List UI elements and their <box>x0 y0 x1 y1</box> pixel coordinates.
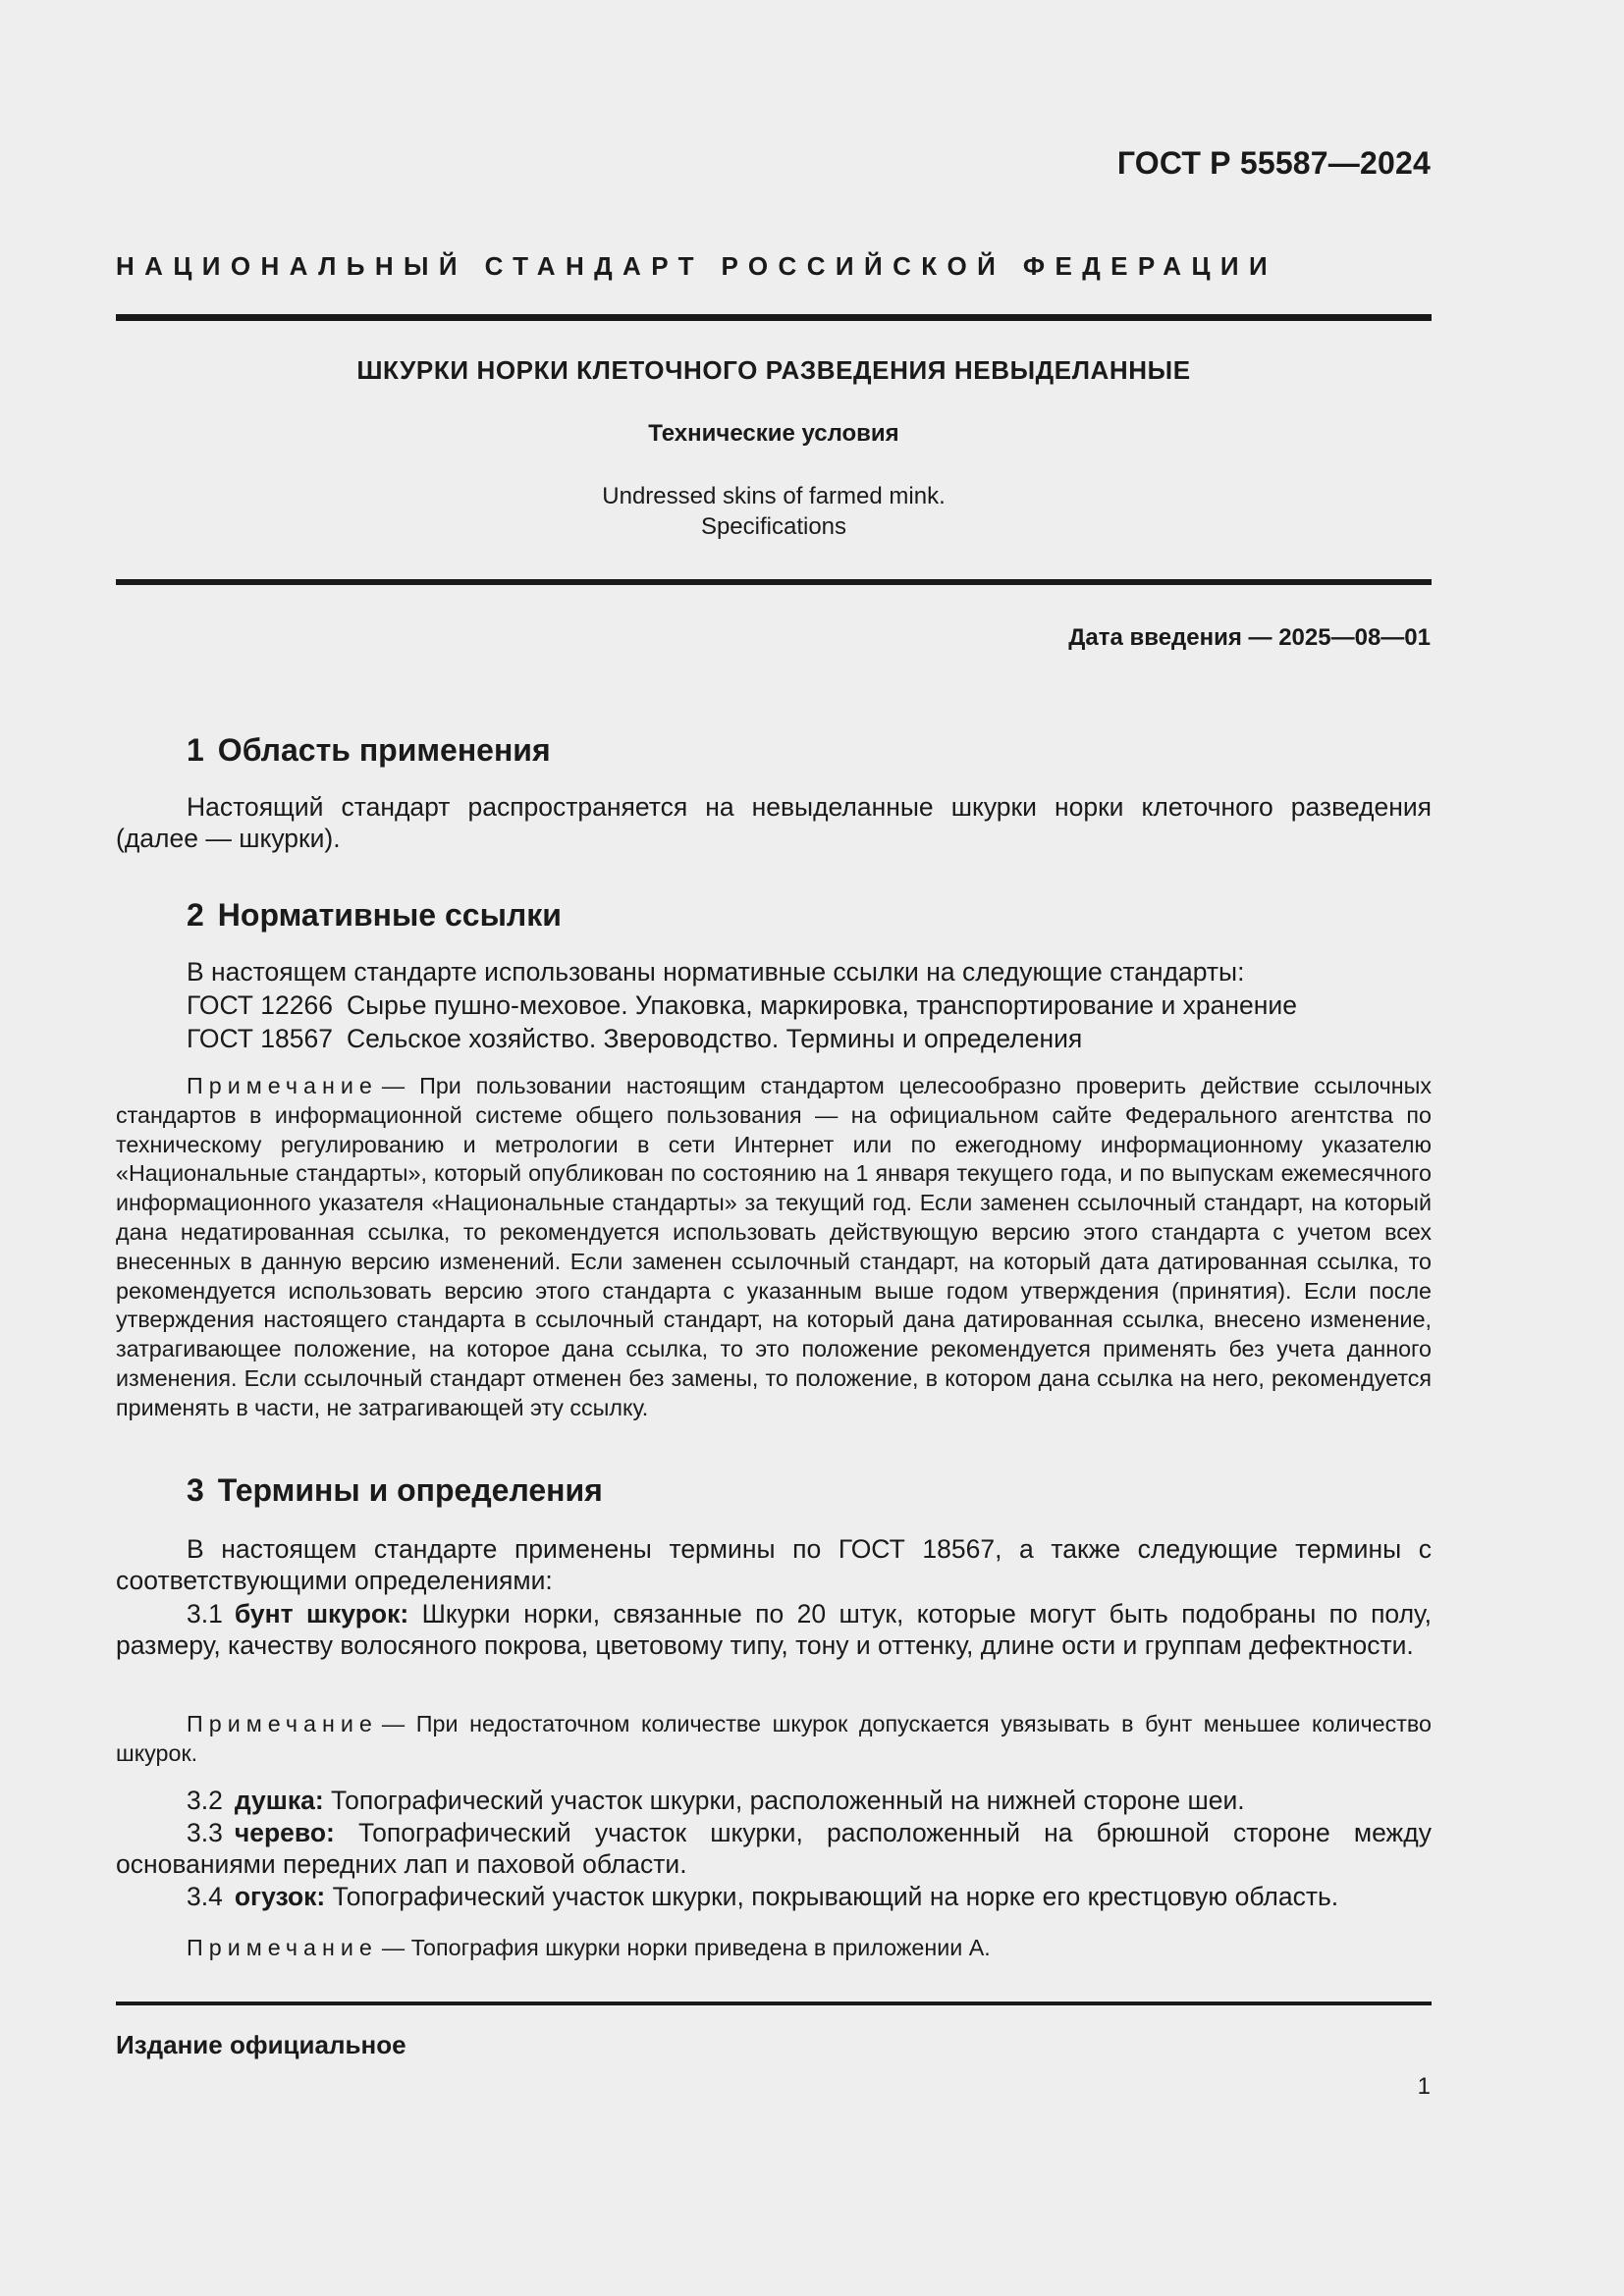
section-number: 1 <box>187 732 204 768</box>
note-label: Примечание <box>187 1073 378 1098</box>
footer-rule <box>116 2002 1432 2005</box>
english-title-line1: Undressed skins of farmed mink. <box>602 483 946 509</box>
section-title: Область применения <box>217 732 551 768</box>
note-text: — Топография шкурки норки приведена в приложении А. <box>381 1935 991 1960</box>
section-2-intro: В настоящем стандарте использованы нормативные ссылки на следующие стандарты: <box>187 957 1245 987</box>
section-title: Нормативные ссылки <box>217 897 562 933</box>
term-entry-3-3 <box>116 1817 1432 1880</box>
note-label: Примечание <box>187 1935 378 1960</box>
term-number: 3.2 <box>187 1786 223 1815</box>
english-title <box>116 481 1432 542</box>
term-entry-3-2 <box>116 1785 1432 1816</box>
term-name: душка: <box>234 1786 324 1815</box>
note-text: — При пользовании настоящим стандартом целесообразно проверить действие ссылочных стандартов в информационной системе общего пользования — на официальном сайте Федерального агентства по техническому регулированию и метрологии в сети Интернет или по ежегодному информационному указателю «Национальные стандарты», который опубликован по состоянию на 1 января текущего года, и по выпускам ежемесячного информационного указателя «Национальные стандарты» за текущий год. Если заменен ссылочный стандарт, на который дана недатированная ссылка, то рекомендуется использовать действующую версию этого стандарта с учетом всех внесенных в данную версию изменений. Если заменен ссылочный стандарт, на который дата датированная ссылка, то рекомендуется использовать версию этого стандарта с указанным выше годом утверждения (принятия). Если после утверждения настоящего стандарта в ссылочный стандарт, на который дана датированная ссылка, внесено изменение, затрагивающее положение, на которое дана ссылка, то это положение рекомендуется применять без учета данного изменения. Если ссылочный стандарт отменен без замены, то положение, в котором дана ссылка на него, рекомендуется применять в части, не затрагивающей эту ссылку. <box>116 1073 1432 1420</box>
section-3-note-2 <box>116 1934 1432 1963</box>
term-definition: Шкурки норки, связанные по 20 штук, которые могут быть подобраны по полу, размеру, качеству волосяного покрова, цветовому типу, тону и оттенку, длине ости и группам дефектности. <box>116 1599 1433 1660</box>
section-3-heading <box>187 1472 603 1509</box>
term-name: огузок: <box>234 1882 326 1911</box>
english-title-line2: Specifications <box>700 513 847 540</box>
introduction-date: Дата введения — 2025—08—01 <box>1068 624 1431 651</box>
section-2-note <box>116 1072 1432 1423</box>
document-title: ШКУРКИ НОРКИ КЛЕТОЧНОГО РАЗВЕДЕНИЯ НЕВЫДЕЛАННЫЕ <box>356 355 1191 385</box>
term-name: бунт шкурок: <box>234 1599 409 1629</box>
term-number: 3.3 <box>187 1818 223 1847</box>
term-entry-3-4 <box>116 1881 1432 1912</box>
note-label: Примечание <box>187 1711 378 1736</box>
term-entry-3-1 <box>116 1598 1432 1661</box>
note-text: — При недостаточном количестве шкурок допускается увязывать в бунт меньшее количество шкурок. <box>116 1711 1432 1766</box>
section-1-heading <box>187 732 551 769</box>
reference-item <box>187 1023 1082 1054</box>
official-edition-label: Издание официальное <box>116 2030 406 2059</box>
title-bottom-rule <box>116 579 1432 585</box>
reference-item <box>187 989 1297 1021</box>
document-subtitle: Технические условия <box>648 420 899 447</box>
term-definition: Топографический участок шкурки, расположенный на брюшной стороне между основаниями передних лап и паховой области. <box>116 1818 1432 1879</box>
section-1-text: Настоящий стандарт распространяется на невыделанные шкурки норки клеточного разведения (далее — шкурки). <box>116 792 1432 853</box>
term-name: черево: <box>234 1818 335 1847</box>
term-definition: Топографический участок шкурки, расположенный на нижней стороне шеи. <box>331 1786 1245 1815</box>
reference-code: ГОСТ 12266 <box>187 990 333 1020</box>
section-3-intro: В настоящем стандарте применены термины по ГОСТ 18567, а также следующие термины с соответствующими определениями: <box>116 1534 1432 1595</box>
top-rule <box>116 314 1432 321</box>
section-number: 3 <box>187 1472 204 1508</box>
section-2-heading <box>187 897 562 934</box>
section-number: 2 <box>187 897 204 933</box>
page-number: 1 <box>1417 2073 1431 2100</box>
section-3-note-1 <box>116 1710 1432 1769</box>
section-title: Термины и определения <box>217 1472 603 1508</box>
reference-title: Сырье пушно-меховое. Упаковка, маркировка, транспортирование и хранение <box>346 990 1297 1020</box>
national-standard-heading: НАЦИОНАЛЬНЫЙ СТАНДАРТ РОССИЙСКОЙ ФЕДЕРАЦИИ <box>116 251 1278 281</box>
reference-title: Сельское хозяйство. Звероводство. Термины и определения <box>346 1024 1083 1053</box>
term-number: 3.1 <box>187 1599 223 1629</box>
term-number: 3.4 <box>187 1882 223 1911</box>
term-definition: Топографический участок шкурки, покрывающий на норке его крестцовую область. <box>332 1882 1339 1911</box>
reference-code: ГОСТ 18567 <box>187 1024 333 1053</box>
document-number: ГОСТ Р 55587—2024 <box>1116 145 1431 181</box>
